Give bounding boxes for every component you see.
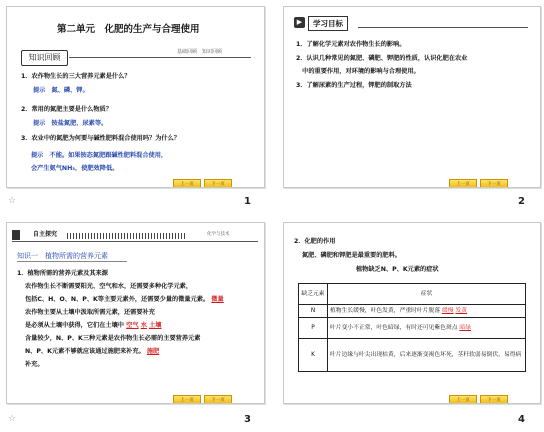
objective-3: 3．了解尿素的生产过程，钾肥的制取方法 (296, 82, 412, 89)
table-header-symptom: 症状 (328, 284, 526, 305)
objective-2-cont: 中的重要作用，对环境的影响与合理使用。 (296, 68, 420, 75)
slide1-corner-mark: ☆ (8, 196, 17, 206)
element-cell: K (299, 339, 328, 372)
section-badge: 知识回顾 (21, 50, 68, 66)
answer-3-line-2: 会产生氨气NH₃，使肥效降低。 (31, 165, 119, 172)
content-heading: 2．化肥的作用 (294, 238, 336, 245)
slide-4[interactable] (283, 222, 541, 404)
page-number-1: 1 (244, 196, 251, 207)
divider (358, 27, 528, 28)
element-cell: N (299, 305, 328, 318)
blank-1: 微量 (211, 296, 224, 303)
blank-n1: 缓慢 (442, 308, 454, 314)
divider (69, 57, 251, 58)
blank-p1: 暗绿 (459, 325, 471, 331)
section-underline (17, 261, 127, 262)
content-line-6: N、P、K元素不够就应该通过施肥来补充。 施肥 (25, 348, 160, 355)
content-line-5: 含量较少，N、P、K三种元素是农作物生长必需的主要营养元素 (25, 335, 201, 342)
element-cell: P (299, 318, 328, 339)
content-line-2: 包括C、H、O、N、P、K等主要元素外，还需要少量的微量元素。 微量 (25, 296, 224, 303)
slide-3[interactable] (6, 222, 265, 404)
question-1: 1．农作物生长的三大营养元素是什么？ (21, 73, 131, 80)
next-button[interactable]: 下一页 (480, 179, 508, 188)
header-stripe (67, 233, 187, 239)
answer-1: 提示 氮、磷、钾。 (33, 87, 89, 94)
slide3-corner-mark: ☆ (8, 414, 17, 424)
answer-2: 提示 铵盐氮肥、尿素等。 (33, 120, 108, 127)
content-line-7: 补充。 (25, 361, 44, 368)
page-number-3: 3 (244, 414, 251, 425)
header-title: 学习目标 (308, 16, 348, 31)
section-title: 知识一 植物所需的营养元素 (17, 252, 108, 260)
slide1-title: 第二单元 化肥的生产与合理使用 (57, 24, 200, 35)
header-right: 化学与技术 (207, 232, 230, 237)
answer-3-line-1: 提示 不能。如果铵态氮肥跟碱性肥料混合使用， (31, 152, 168, 159)
divider (12, 241, 258, 242)
objective-2: 2．认识几种常见的氮肥、磷肥、钾肥的性质，认识化肥在农业 (296, 55, 468, 62)
question-3: 3．农业中的氮肥为何要与碱性肥料混合使用吗？为什么？ (21, 135, 180, 142)
next-button[interactable]: 下一页 (480, 395, 508, 404)
blank-4: 土壤 (149, 322, 162, 329)
blank-5: 施肥 (146, 348, 160, 355)
intro-text: 氮肥、磷肥和钾肥是最重要的肥料。 (302, 252, 401, 259)
blank-3: 水 (140, 322, 147, 329)
symptom-cell: 植物生长缓慢，叶色发黄，严重时叶片脱落 缓慢 发黄 (328, 305, 526, 318)
objective-1: 1．了解化学元素对农作物生长的影响。 (296, 41, 406, 48)
blank-n2: 发黄 (455, 308, 468, 314)
next-button[interactable]: 下一页 (204, 179, 232, 188)
symptom-cell: 叶片变小不正常，叶色暗绿，有时还可见紫色斑点 暗绿 (328, 318, 526, 339)
header-icon (12, 230, 20, 240)
table-header-row (299, 284, 526, 305)
next-button[interactable]: 下一页 (204, 395, 232, 404)
table-row (299, 318, 526, 339)
prev-button[interactable]: 上一页 (449, 395, 477, 404)
page-number-2: 2 (518, 196, 525, 207)
table-row (299, 339, 526, 372)
symptom-cell: 叶片边缘与叶尖出现枯黄，后来逐渐变褐色坏死，茎秆软弱易倒伏，易得病 (328, 339, 526, 372)
content-line-3: 农作物主要从土壤中汲取所需元素，还需要补充 (25, 309, 155, 316)
table-row (299, 305, 526, 318)
page-number-4: 4 (518, 414, 525, 425)
table-title: 植物缺乏N、P、K元素的症状 (356, 266, 439, 273)
header-tag: 自主探究 (33, 231, 58, 238)
subtitle-right: 基础回顾 知识回顾 (177, 49, 223, 55)
prev-button[interactable]: 上一页 (173, 395, 201, 404)
symptom-table (298, 283, 526, 372)
content-line-4: 是必须从土壤中获得，它们在土壤中 空气 水 土壤 (25, 322, 162, 329)
content-line-1: 农作物生长不断需要阳光、空气和水，还需要多种化学元素， (25, 283, 193, 290)
blank-2: 空气 (126, 322, 139, 329)
prev-button[interactable]: 上一页 (173, 179, 201, 188)
table-header-element: 缺乏元素 (299, 284, 328, 305)
content-heading: 1．植物所需的营养元素及其来源 (17, 270, 108, 277)
prev-button[interactable]: 上一页 (449, 179, 477, 188)
slide-2[interactable] (283, 6, 541, 188)
header-icon: ▶ (294, 17, 305, 28)
slide-1[interactable] (6, 6, 265, 188)
question-2: 2．常用的氮肥主要是什么物质？ (21, 106, 112, 113)
